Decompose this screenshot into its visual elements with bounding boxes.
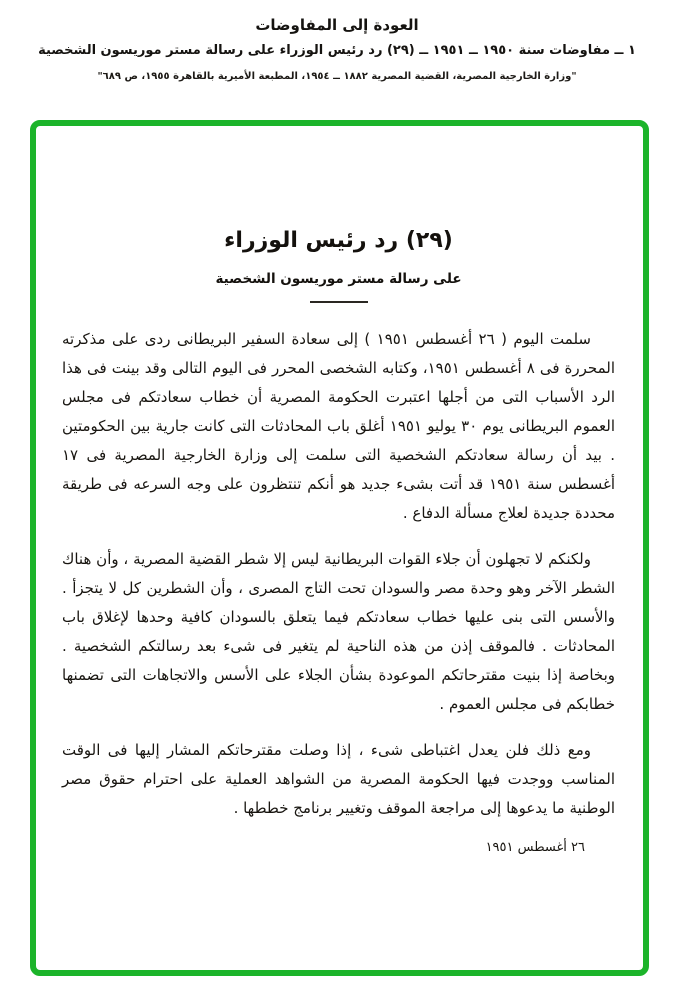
document-date: ٢٦ أغسطس ١٩٥١ <box>485 840 585 855</box>
document-frame <box>30 120 649 976</box>
paragraph-1: سلمت اليوم ( ٢٦ أغسطس ١٩٥١ ) إلى سعادة السفير البريطانى ردى على مذكرته المحررة فى ٨ أغسطس ١٩٥١، وكتابه الشخصى المحرر فى اليوم التالى وقد بينت فى هذا الرد الأسباب التى من أجلها اعتبرت الحكومة المصرية أن خطاب سعادتكم فى مجلس العموم البريطانى يوم ٣٠ يوليو ١٩٥١ أغلق باب المحادثات التى كانت جارية بين الحكومتين . بيد أن رسالة سعادتكم الشخصية التى سلمت إلى وزارة الخارجية المصرية فى ١٧ أغسطس سنة ١٩٥١ قد أتت بشىء جديد هو أنكم تنتظرون على وجه السرعه فى طريقة محددة جديدة لعلاج مسألة الدفاع . <box>62 330 615 522</box>
section-title: العودة إلى المفاوضات <box>255 16 419 34</box>
paragraph-3: ومع ذلك فلن يعدل اغتباطى شىء ، إذا وصلت مقترحاتكم المشار إليها فى الوقت المناسب ووجدت فيها الحكومة المصرية من الشواهد العملية على احترام حقوق مصر الوطنية ما يدعوها إلى مراجعة الموقف وتغيير برنامج خططها . <box>62 741 615 817</box>
document-body <box>62 325 615 823</box>
page-header <box>0 16 674 82</box>
source-citation: "وزارة الخارجية المصرية، القضية المصرية ١٨٨٢ ــ ١٩٥٤، المطبعة الأميرية بالقاهرة ١٩٥٥، ص ٦٨٩" <box>97 71 577 82</box>
paragraph-2: ولكنكم لا تجهلون أن جلاء القوات البريطانية ليس إلا شطر القضية المصرية ، وأن هناك الشطر الآخر وهو وحدة مصر والسودان تحت التاج المصرى ، وأن الشطرين كل لا يتجزأ . والأسس التى بنى عليها خطاب سعادتكم فيما يتعلق بالسودان كافية وحدها لإغلاق باب المحادثات . فالموقف إذن من هذه الناحية لم يتغير فى شىء بعد رسالتكم الشخصية . وبخاصة إذا بنيت مقترحاتكم الموعودة بشأن الجلاء على الأسس والاتجاهات التى تضمنها خطابكم فى مجلس العموم . <box>62 550 615 713</box>
document-subtitle: على رسالة مستر موريسون الشخصية <box>215 271 462 287</box>
entry-heading: ١ ــ مفاوضات سنة ١٩٥٠ ــ ١٩٥١ ــ (٢٩) رد رئيس الوزراء على رسالة مستر موريسون الشخصية <box>38 43 636 58</box>
document-title: (٢٩) رد رئيس الوزراء <box>224 228 453 253</box>
title-divider <box>310 301 368 303</box>
